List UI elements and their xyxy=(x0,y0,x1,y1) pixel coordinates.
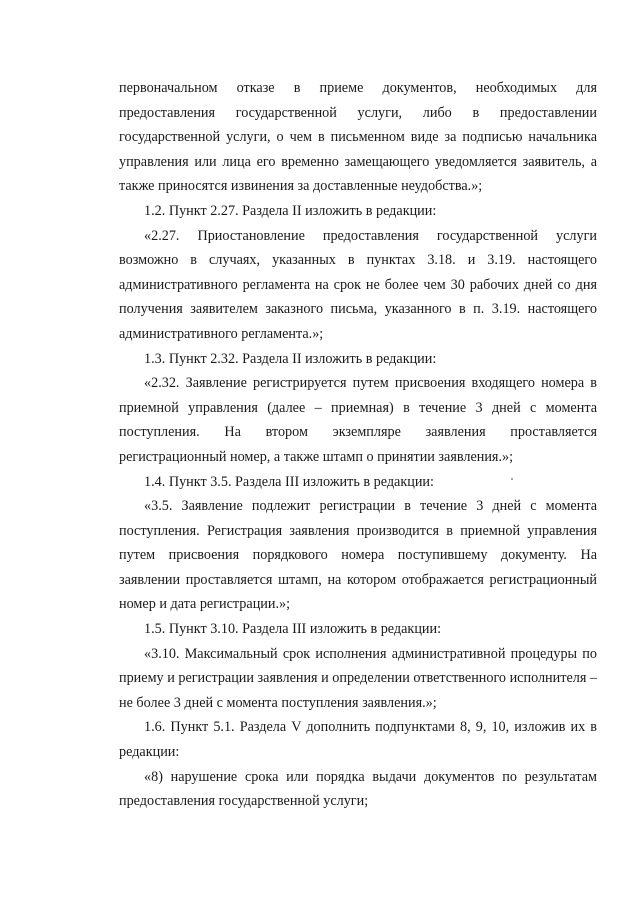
paragraph-6: 1.4. Пункт 3.5. Раздела III изложить в редакции: xyxy=(144,473,434,490)
paragraph-3: «2.27. Приостановление предоставления государственной услуги возможно в случаях, указанных в пунктах 3.18. и 3.19. настоящего административного регламента на срок не более чем 30 рабочих дней со дня получения заявителем заказного письма, указанного в п. 3.19. настоящего административного регламента.»; xyxy=(119,227,597,342)
paragraph-9: «3.10. Максимальный срок исполнения административной процедуры по приему и регистрации заявления и определении ответственного исполнителя – не более 3 дней с момента поступления заявления.»; xyxy=(119,645,597,711)
paragraph-1: первоначальном отказе в приеме документов, необходимых для предоставления государственной услуги, либо в предоставлении государственной услуги, о чем в письменном виде за подписью начальника управления или лица его временно замещающего уведомляется заявитель, а также приносятся извинения за доставленные неудобства.»; xyxy=(119,80,597,195)
scan-speck xyxy=(511,478,513,480)
paragraph-8: 1.5. Пункт 3.10. Раздела III изложить в редакции: xyxy=(144,621,442,638)
document-page xyxy=(119,76,597,814)
paragraph-2: 1.2. Пункт 2.27. Раздела II изложить в редакции: xyxy=(144,202,437,219)
paragraph-11: «8) нарушение срока или порядка выдачи документов по результатам предоставления государственной услуги; xyxy=(119,768,597,810)
paragraph-10: 1.6. Пункт 5.1. Раздела V дополнить подпунктами 8, 9, 10, изложив их в редакции: xyxy=(119,719,597,761)
paragraph-7: «3.5. Заявление подлежит регистрации в течение 3 дней с момента поступления. Регистрация заявления производится в приемной управления путем присвоения порядкового номера поступившему документу. На заявлении проставляется штамп, на котором отображается регистрационный номер и дата регистрации.»; xyxy=(119,498,597,613)
paragraph-5: «2.32. Заявление регистрируется путем присвоения входящего номера в приемной управления (далее – приемная) в течение 3 дней с момента поступления. На втором экземпляре заявления проставляется регистрационный номер, а также штамп о принятии заявления.»; xyxy=(119,375,597,465)
paragraph-4: 1.3. Пункт 2.32. Раздела II изложить в редакции: xyxy=(144,350,437,367)
